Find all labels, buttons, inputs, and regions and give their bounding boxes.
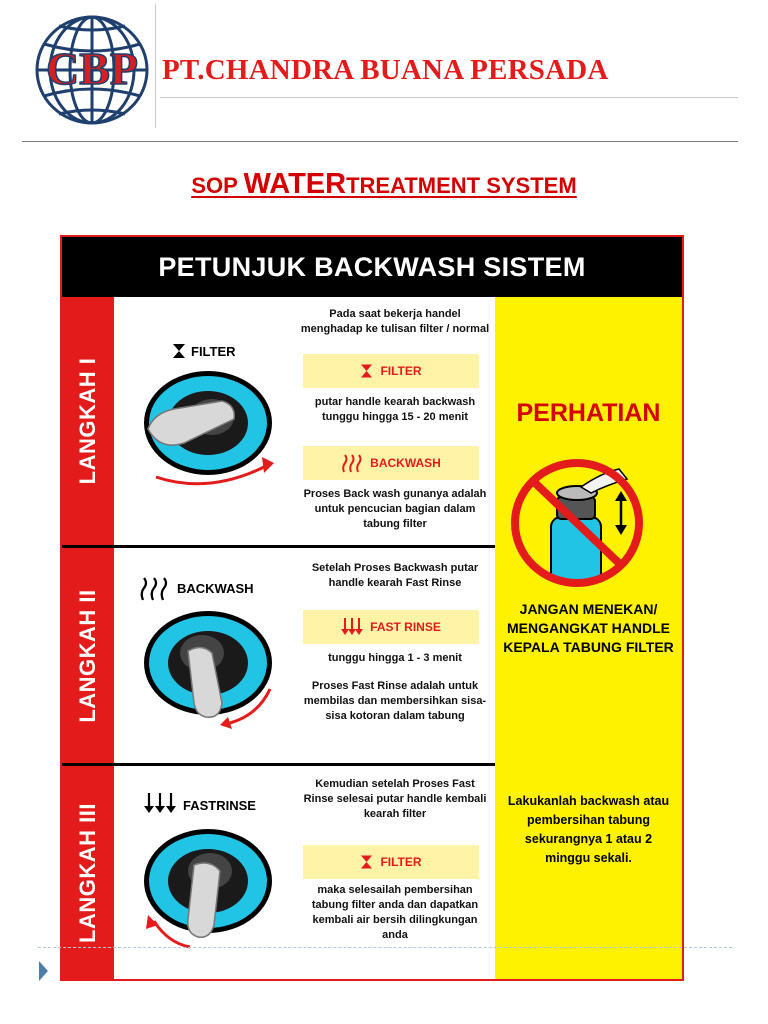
valve-icon bbox=[140, 367, 282, 493]
step-2-text-1: Setelah Proses Backwash putar handle kearah Fast Rinse bbox=[311, 562, 479, 589]
title-part-system: TREATMENT SYSTEM bbox=[346, 173, 577, 198]
step-1-text-3: Proses Back wash gunanya adalah untuk pencucian bagian dalam tabung filter bbox=[303, 488, 487, 530]
step-2-text-3: Proses Fast Rinse adalah untuk membilas dan membersihkan sisa-sisa kotoran dalam tabung bbox=[303, 680, 487, 722]
no-press-warning-icon bbox=[511, 447, 667, 587]
warning-title: PERHATIAN bbox=[516, 399, 661, 427]
valve-icon bbox=[138, 825, 280, 955]
step-1-bar bbox=[62, 297, 114, 545]
slide-footer-dashed-rule bbox=[38, 947, 732, 948]
warning-text-primary: JANGAN MENEKAN/ MENGANGKAT HANDLE KEPALA TABUNG FILTER bbox=[503, 601, 674, 655]
step-2-label: LANGKAH II bbox=[75, 588, 100, 723]
slide-bullet-icon bbox=[39, 961, 48, 981]
step-1-label: LANGKAH I bbox=[75, 357, 100, 485]
header-rule bbox=[22, 141, 738, 142]
step-1-text-2: putar handle kearah backwash tunggu hingga 15 - 20 menit bbox=[314, 396, 476, 423]
step-1-mode bbox=[172, 343, 236, 359]
poster-heading bbox=[62, 237, 682, 297]
step-2-mode bbox=[138, 575, 254, 601]
backwash-arrows-icon bbox=[138, 575, 172, 601]
step-1-text-1: Pada saat bekerja handel menghadap ke tulisan filter / normal bbox=[300, 308, 490, 335]
title-part-sop: SOP bbox=[191, 173, 244, 198]
step-1-badge-backwash-text: BACKWASH bbox=[370, 456, 441, 470]
header-vertical-rule bbox=[155, 4, 156, 128]
step-1-badge-filter-text: FILTER bbox=[380, 364, 422, 378]
step-3-text-2: maka selesailah pembersihan tabung filter anda dan dapatkan kembali air bersih dilingkungan anda bbox=[311, 884, 479, 941]
warning-text-secondary: Lakukanlah backwash atau pembersihan tabung sekurangnya 1 atau 2 minggu sekali. bbox=[507, 794, 670, 865]
step-divider bbox=[62, 763, 495, 766]
title-part-water: WATER bbox=[243, 168, 347, 200]
hourglass-icon bbox=[360, 854, 373, 870]
step-3-text-1: Kemudian setelah Proses Fast Rinse selesai putar handle kembali kearah filter bbox=[303, 778, 487, 820]
step-1-mode-text: FILTER bbox=[191, 343, 236, 359]
backwash-poster bbox=[60, 235, 684, 981]
step-2-badge-fast-rinse bbox=[303, 610, 479, 644]
poster-heading-text: PETUNJUK BACKWASH SISTEM bbox=[158, 251, 586, 282]
step-divider bbox=[62, 545, 495, 548]
step-3-mode-text: FASTRINSE bbox=[183, 797, 256, 813]
hourglass-icon bbox=[360, 363, 373, 379]
step-2-badge-fast-rinse-text: FAST RINSE bbox=[370, 620, 441, 634]
step-3-badge-filter-text: FILTER bbox=[380, 855, 422, 869]
step-3-mode bbox=[144, 792, 256, 818]
step-1-badge-backwash bbox=[303, 446, 479, 480]
document-title bbox=[0, 168, 768, 201]
step-2-text-2: tunggu hingga 1 - 3 menit bbox=[328, 652, 462, 664]
fast-rinse-arrows-icon bbox=[341, 617, 363, 637]
step-1-badge-filter bbox=[303, 354, 479, 388]
svg-text:CBP: CBP bbox=[46, 43, 138, 94]
company-name: PT.CHANDRA BUANA PERSADA bbox=[162, 54, 609, 86]
fast-rinse-arrows-icon bbox=[144, 792, 178, 818]
step-2-mode-text: BACKWASH bbox=[177, 580, 254, 596]
warning-panel bbox=[495, 297, 682, 979]
valve-icon bbox=[140, 607, 282, 737]
hourglass-icon bbox=[172, 343, 186, 359]
header-thin-rule bbox=[160, 97, 738, 98]
step-2-bar bbox=[62, 548, 114, 763]
company-logo bbox=[34, 14, 150, 126]
backwash-arrows-icon bbox=[341, 453, 363, 473]
step-3-label: LANGKAH III bbox=[75, 802, 100, 943]
step-3-badge-filter bbox=[303, 845, 479, 879]
